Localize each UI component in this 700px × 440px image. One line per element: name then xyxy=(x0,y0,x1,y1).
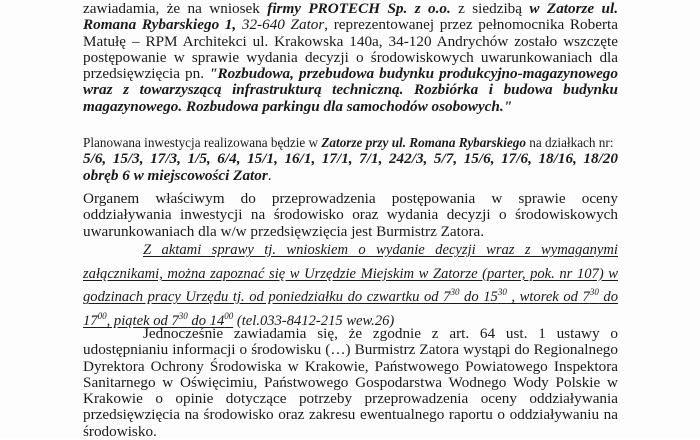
text: zawiadamia, że na wniosek xyxy=(83,0,268,17)
company-name: firmy PROTECH Sp. z o.o. xyxy=(267,0,451,17)
time-minutes: 30 xyxy=(589,287,599,298)
project-title: "Rozbudowa, przebudowa budynku produkcyjno-magazynowego wraz z towarzyszącą infrastrukturą techniczną. Rozbiórka i budowa budynku magazynowego. Rozbudowa parkingu dla samochodów osobowych." xyxy=(83,65,618,115)
company-postcode: 32-640 Zator xyxy=(241,16,325,34)
text: na działkach nr: xyxy=(525,135,614,150)
notice-paragraph-applicant xyxy=(83,1,618,115)
text: Jednocześnie zawiadamia się, że zgodnie z art. 64 ust. 1 ustawy o udostępnianiu informacji o środowisku (…) Burmistrz Zatora wystąpi do Regionalnego Dyrektora Ochrony Środowiska w Krakowie, Państwowego Powiatowego Inspektora Sanitarnego w Oświęcimiu, Państwowego Gospodarstwa Wodnego Wody Polskie w Krakowie o opinie dotyczące potrzeby przeprowadzenia oceny oddziaływania przedsięwzięcia na środowisko oraz zakresu ewentualnego raportu o oddziaływaniu na środowisko. xyxy=(83,325,618,440)
time-minutes: 30 xyxy=(450,287,460,298)
phone-contact: (tel.033-8412-215 wew.26) xyxy=(233,312,395,329)
notice-paragraph-location xyxy=(83,135,618,184)
text: Z aktami sprawy tj. wnioskiem o wydanie decyzji wraz z wymaganymi załącznikami, można zapoznać się w Urzędzie Miejskim w Zatorze (parter, pok. nr 107) w godzinach pracy Urzędu tj. od poniedziałku do czwartku od 7 xyxy=(83,242,618,306)
text: , piątek od 7 xyxy=(106,312,179,329)
time-minutes: 00 xyxy=(224,310,234,321)
company-address: w Zatorze ul. Romana Rybarskiego 1, xyxy=(83,0,618,34)
text: , wtorek od 7 xyxy=(506,289,590,306)
time-minutes: 30 xyxy=(497,287,507,298)
text: Planowana inwestycja realizowana będzie w xyxy=(83,135,322,150)
text: , reprezentowanej przez pełnomocnika Roberta Matułę – RPM Architekci ul. Krakowska 140a, 34-120 Andrychów zostało wszczęte postępowanie w sprawie wydania decyzji o środowiskowych uwarunkowaniach dla przedsięwzięcia pn. xyxy=(83,16,618,83)
location-street: Zatorze przy ul. Romana Rybarskiego xyxy=(321,135,526,150)
text: do 14 xyxy=(187,312,225,329)
text: do 15 xyxy=(459,289,498,306)
time-minutes: 00 xyxy=(97,310,107,321)
notice-paragraph-opinions xyxy=(83,326,618,440)
text: do 17 xyxy=(83,289,618,329)
text: z siedzibą xyxy=(450,0,530,17)
text: Organem właściwym do przeprowadzenia postępowania w sprawie oceny oddziaływania inwestycji na środowisko oraz wydania decyzji o środowiskowych uwarunkowaniach dla w/w przedsięwzięcia jest Burmistrz Zatora. xyxy=(83,190,618,240)
notice-paragraph-authority xyxy=(83,191,618,240)
parcel-numbers: 5/6, 15/3, 17/3, 1/5, 6/4, 15/1, 16/1, 17/1, 7/1, 242/3, 5/7, 15/6, 17/6, 18/16, 18/20 obręb 6 w miejscowości Zator xyxy=(83,150,618,184)
time-minutes: 30 xyxy=(178,310,188,321)
text: . xyxy=(267,166,272,184)
notice-paragraph-office-hours xyxy=(83,239,618,333)
